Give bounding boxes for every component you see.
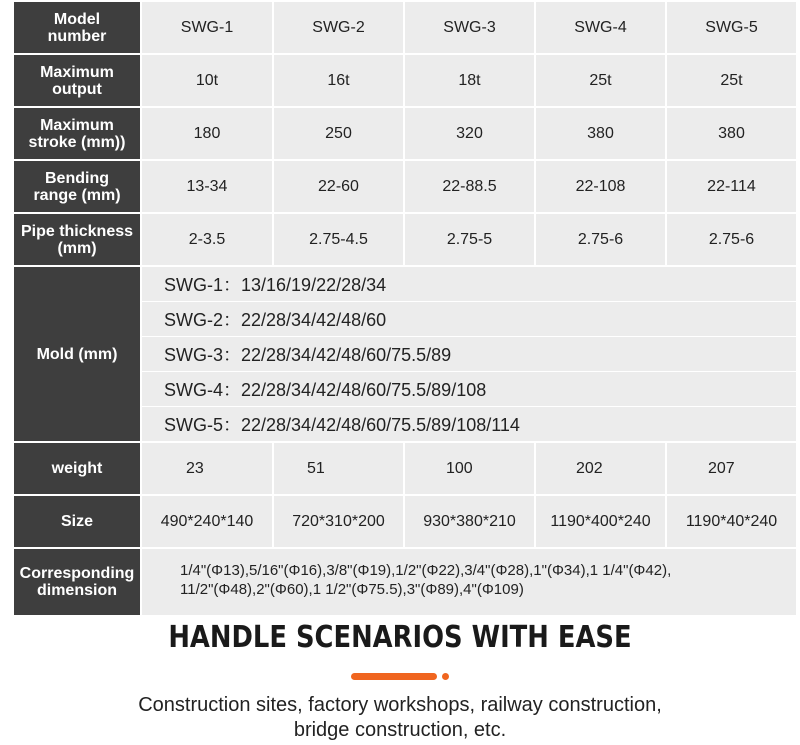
stroke-cell: 320 [405,108,534,159]
dimension-line: 1/4"(Φ13),5/16"(Φ16),3/8"(Φ19),1/2"(Φ22),3/4"(Φ28),1"(Φ34),1 1/4"(Φ42), [180,562,672,579]
accent-divider [351,673,437,680]
model-cell: SWG-1 [142,2,272,53]
accent-dot [442,673,449,680]
dimension-line: 11/2"(Φ48),2"(Φ60),1 1/2"(Φ75.5),3"(Φ89),4"(Φ109) [180,581,524,598]
stroke-cell: 380 [536,108,665,159]
spec-table [14,2,788,615]
output-cell: 16t [274,55,403,106]
mold-item: SWG-3：22/28/34/42/48/60/75.5/89 [142,337,796,371]
header-model-line2: number [47,27,107,45]
size-cell: 930*380*210 [405,496,534,547]
thickness-cell: 2-3.5 [142,214,272,265]
header-model-line1: Model [53,10,101,28]
header-corresponding-dimension [14,549,140,615]
header-weight: weight [14,443,140,494]
header-bending-range [14,161,140,212]
size-cell: 1190*40*240 [667,496,796,547]
stroke-cell: 250 [274,108,403,159]
mold-item: SWG-4：22/28/34/42/48/60/75.5/89/108 [142,372,796,406]
mold-item: SWG-2：22/28/34/42/48/60 [142,302,796,336]
size-cell: 720*310*200 [274,496,403,547]
thickness-cell: 2.75-5 [405,214,534,265]
weight-cell: 23 [142,443,272,494]
header-max-stroke [14,108,140,159]
bending-cell: 22-88.5 [405,161,534,212]
header-mold: Mold (mm) [14,267,140,441]
stroke-cell: 180 [142,108,272,159]
header-bending-line2: range (mm) [33,186,121,204]
header-bending-line1: Bending [45,169,109,187]
section-title: HANDLE SCENARIOS WITH EASE [168,620,632,655]
model-cell: SWG-2 [274,2,403,53]
bending-cell: 13-34 [142,161,272,212]
dimension-cell [142,549,796,615]
header-model-number [14,2,140,53]
header-thickness-line2: (mm) [57,239,97,257]
weight-cell: 51 [274,443,403,494]
header-stroke-line2: stroke (mm)) [28,133,126,151]
bending-cell: 22-60 [274,161,403,212]
size-cell: 1190*400*240 [536,496,665,547]
header-stroke-line1: Maximum [40,116,114,134]
model-cell: SWG-3 [405,2,534,53]
weight-cell: 207 [667,443,796,494]
thickness-cell: 2.75-4.5 [274,214,403,265]
mold-list [142,267,796,441]
mold-item: SWG-1：13/16/19/22/28/34 [142,267,796,301]
header-thickness-line1: Pipe thickness [20,222,134,240]
header-pipe-thickness [14,214,140,265]
header-output-line2: output [52,80,102,98]
section-subtitle [0,693,800,743]
header-dimension-line2: dimension [36,582,117,599]
weight-cell: 202 [536,443,665,494]
output-cell: 18t [405,55,534,106]
bending-cell: 22-108 [536,161,665,212]
stroke-cell: 380 [667,108,796,159]
weight-cell: 100 [405,443,534,494]
output-cell: 10t [142,55,272,106]
thickness-cell: 2.75-6 [536,214,665,265]
subtitle-line: Construction sites, factory workshops, railway construction, [138,694,662,716]
output-cell: 25t [536,55,665,106]
header-dimension-line1: Corresponding [19,565,135,582]
mold-item: SWG-5：22/28/34/42/48/60/75.5/89/108/114 [142,407,796,441]
model-cell: SWG-5 [667,2,796,53]
header-max-output [14,55,140,106]
thickness-cell: 2.75-6 [667,214,796,265]
subtitle-line: bridge construction, etc. [293,719,507,741]
bending-cell: 22-114 [667,161,796,212]
header-output-line1: Maximum [40,63,114,81]
output-cell: 25t [667,55,796,106]
model-cell: SWG-4 [536,2,665,53]
header-size: Size [14,496,140,547]
size-cell: 490*240*140 [142,496,272,547]
